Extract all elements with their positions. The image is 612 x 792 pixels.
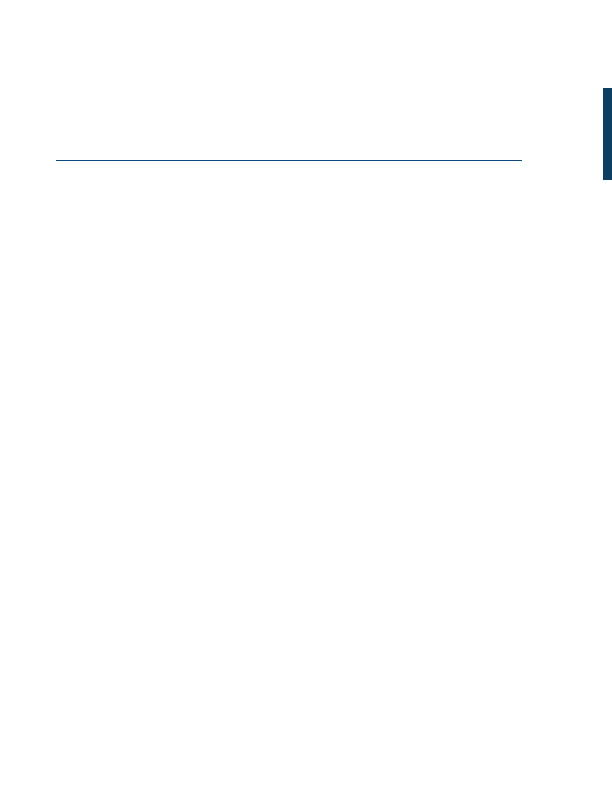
section-divider [56, 160, 522, 161]
chapter-edge-tab [603, 88, 612, 180]
